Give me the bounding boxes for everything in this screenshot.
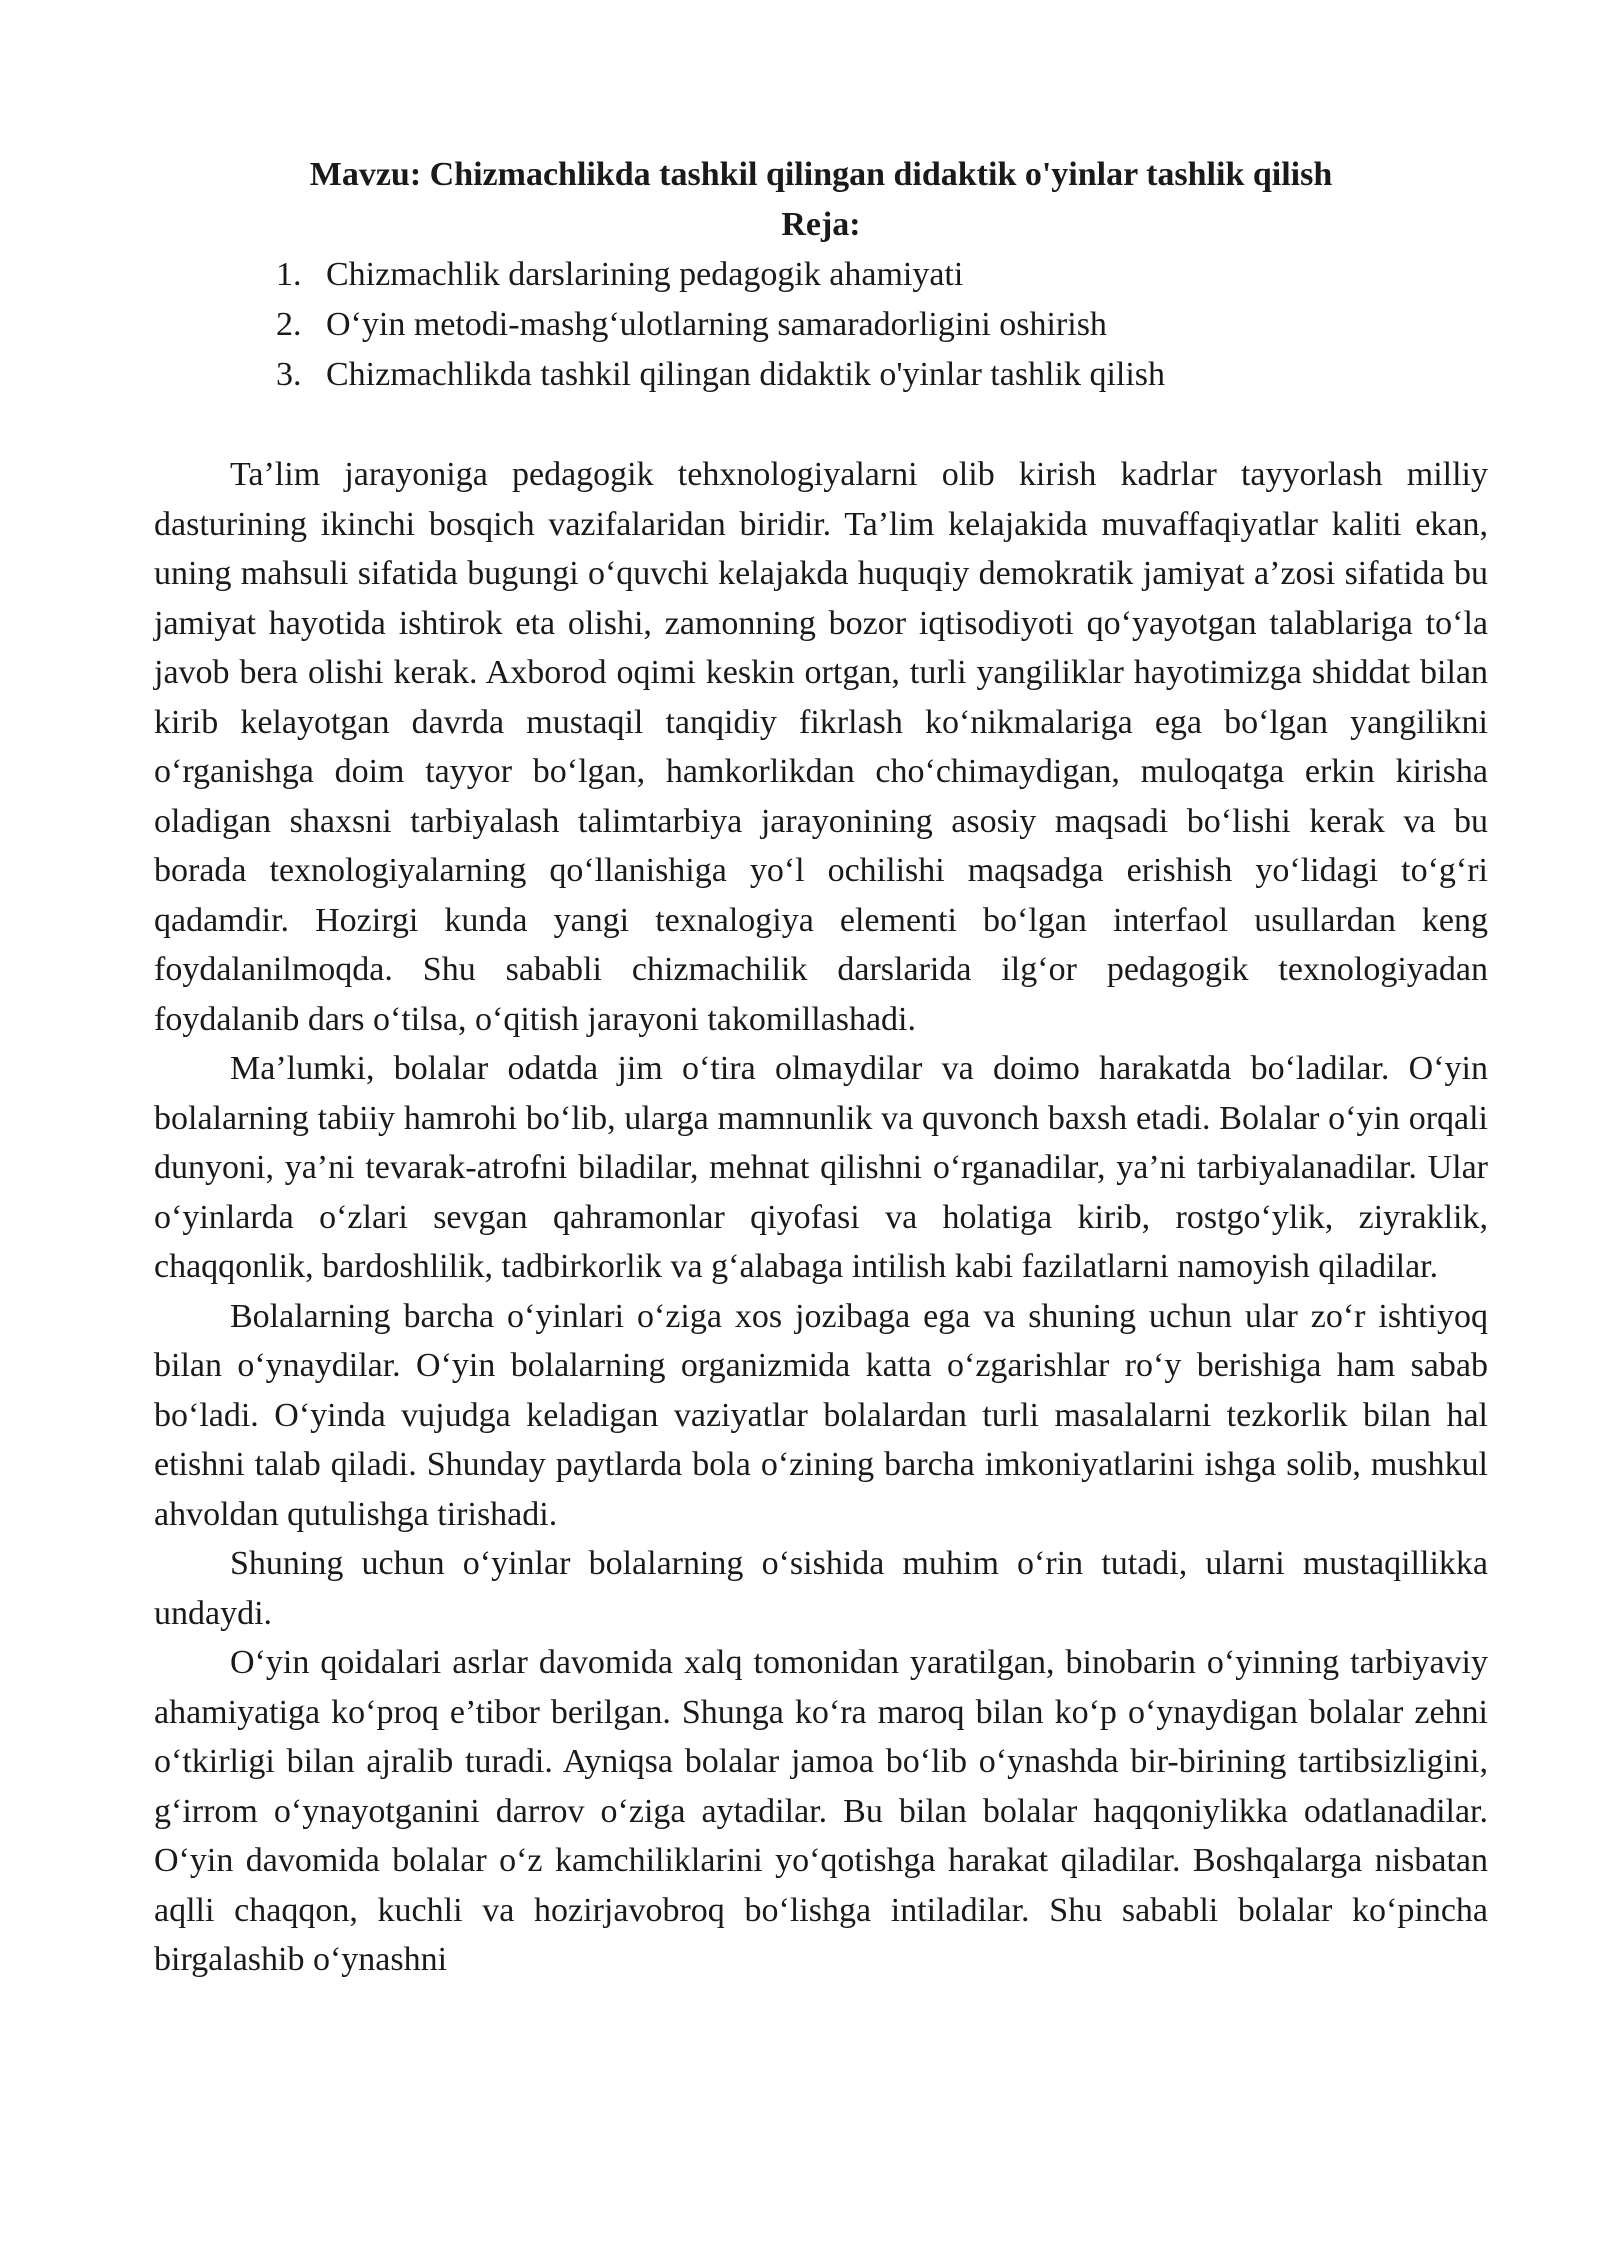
page-title: Mavzu: Chizmachlikda tashkil qilingan didaktik o'yinlar tashlik qilish (309, 156, 1333, 193)
plan-list (154, 250, 1488, 400)
plan-item (154, 250, 1488, 300)
plan-heading: Reja: (781, 206, 861, 243)
plan-item-text: Chizmachlik darslarining pedagogik ahamiyati (326, 256, 964, 293)
plan-item-number: 2. (276, 306, 302, 343)
paragraph: O‘yin qoidalari asrlar davomida xalq tomonidan yaratilgan, binobarin o‘yinning tarbiyaviy ahamiyatiga ko‘proq e’tibor berilgan. Shunga ko‘ra maroq bilan ko‘p o‘ynaydigan bolalar zehni o‘tkirligi bilan ajralib turadi. Ayniqsa bolalar jamoa bo‘lib o‘ynashda bir-birining tartibsizligini, g‘irrom o‘ynayotganini darrov o‘ziga aytadilar. Bu bilan bolalar haqqoniylikka odatlanadilar. O‘yin davomida bolalar o‘z kamchiliklarini yo‘qotishga harakat qiladilar. Boshqalarga nisbatan aqlli chaqqon, kuchli va hozirjavobroq bo‘lishga intiladilar. Shu sababli bolalar ko‘pincha birgalashib o‘ynashni (154, 1644, 1488, 1978)
paragraph: Shuning uchun o‘yinlar bolalarning o‘sishida muhim o‘rin tutadi, ularni mustaqillikka undaydi. (154, 1545, 1488, 1632)
plan-item (154, 350, 1488, 400)
plan-item-number: 1. (276, 256, 302, 293)
plan-item-text: Chizmachlikda tashkil qilingan didaktik o'yinlar tashlik qilish (326, 356, 1166, 393)
plan-item (154, 300, 1488, 350)
paragraph: Ma’lumki, bolalar odatda jim o‘tira olmaydilar va doimo harakatda bo‘ladilar. O‘yin bolalarning tabiiy hamrohi bo‘lib, ularga mamnunlik va quvonch baxsh etadi. Bolalar o‘yin orqali dunyoni, ya’ni tevarak-atrofni biladilar, mehnat qilishni o‘rganadilar, ya’ni tarbiyalanadilar. Ular o‘yinlarda o‘zlari sevgan qahramonlar qiyofasi va holatiga kirib, rostgo‘ylik, ziyraklik, chaqqonlik, bardoshlilik, tadbirkorlik va g‘alabaga intilish kabi fazilatlarni namoyish qiladilar. (154, 1050, 1488, 1285)
plan-item-text: O‘yin metodi-mashg‘ulotlarning samaradorligini oshirish (326, 306, 1107, 343)
document-page (154, 150, 1488, 1985)
body-text (154, 450, 1488, 1985)
paragraph: Bolalarning barcha o‘yinlari o‘ziga xos jozibaga ega va shuning uchun ular zo‘r ishtiyoq bilan o‘ynaydilar. O‘yin bolalarning organizmida katta o‘zgarishlar ro‘y berishiga ham sabab bo‘ladi. O‘yinda vujudga keladigan vaziyatlar bolalardan turli masalalarni tezkorlik bilan hal etishni talab qiladi. Shunday paytlarda bola o‘zining barcha imkoniyatlarini ishga solib, mushkul ahvoldan qutulishga tirishadi. (154, 1297, 1488, 1533)
paragraph: Ta’lim jarayoniga pedagogik tehxnologiyalarni olib kirish kadrlar tayyorlash milliy dasturining ikinchi bosqich vazifalaridan biridir. Ta’lim kelajakida muvaffaqiyatlar kaliti ekan, uning mahsuli sifatida bugungi o‘quvchi kelajakda huquqiy demokratik jamiyat a’zosi sifatida bu jamiyat hayotida ishtirok eta olishi, zamonning bozor iqtisodiyoti qo‘yayotgan talablariga to‘la javob bera olishi kerak. Axborod oqimi keskin ortgan, turli yangiliklar hayotimizga shiddat bilan kirib kelayotgan davrda mustaqil tanqidiy fikrlash ko‘nikmalariga ega bo‘lgan yangilikni o‘rganishga doim tayyor bo‘lgan, hamkorlikdan cho‘chimaydigan, muloqatga erkin kirisha oladigan shaxsni tarbiyalash talimtarbiya jarayonining asosiy maqsadi bo‘lishi kerak va bu borada texnologiyalarning qo‘llanishiga yo‘l ochilishi maqsadga erishish yo‘lidagi to‘g‘ri qadamdir. Hozirgi kunda yangi texnalogiya elementi bo‘lgan interfaol usullardan keng foydalanilmoqda. Shu sababli chizmachilik darslarida ilg‘or pedagogik texnologiyadan foydalanib dars o‘tilsa, o‘qitish jarayoni takomillashadi. (154, 456, 1488, 1038)
plan-item-number: 3. (276, 356, 302, 393)
